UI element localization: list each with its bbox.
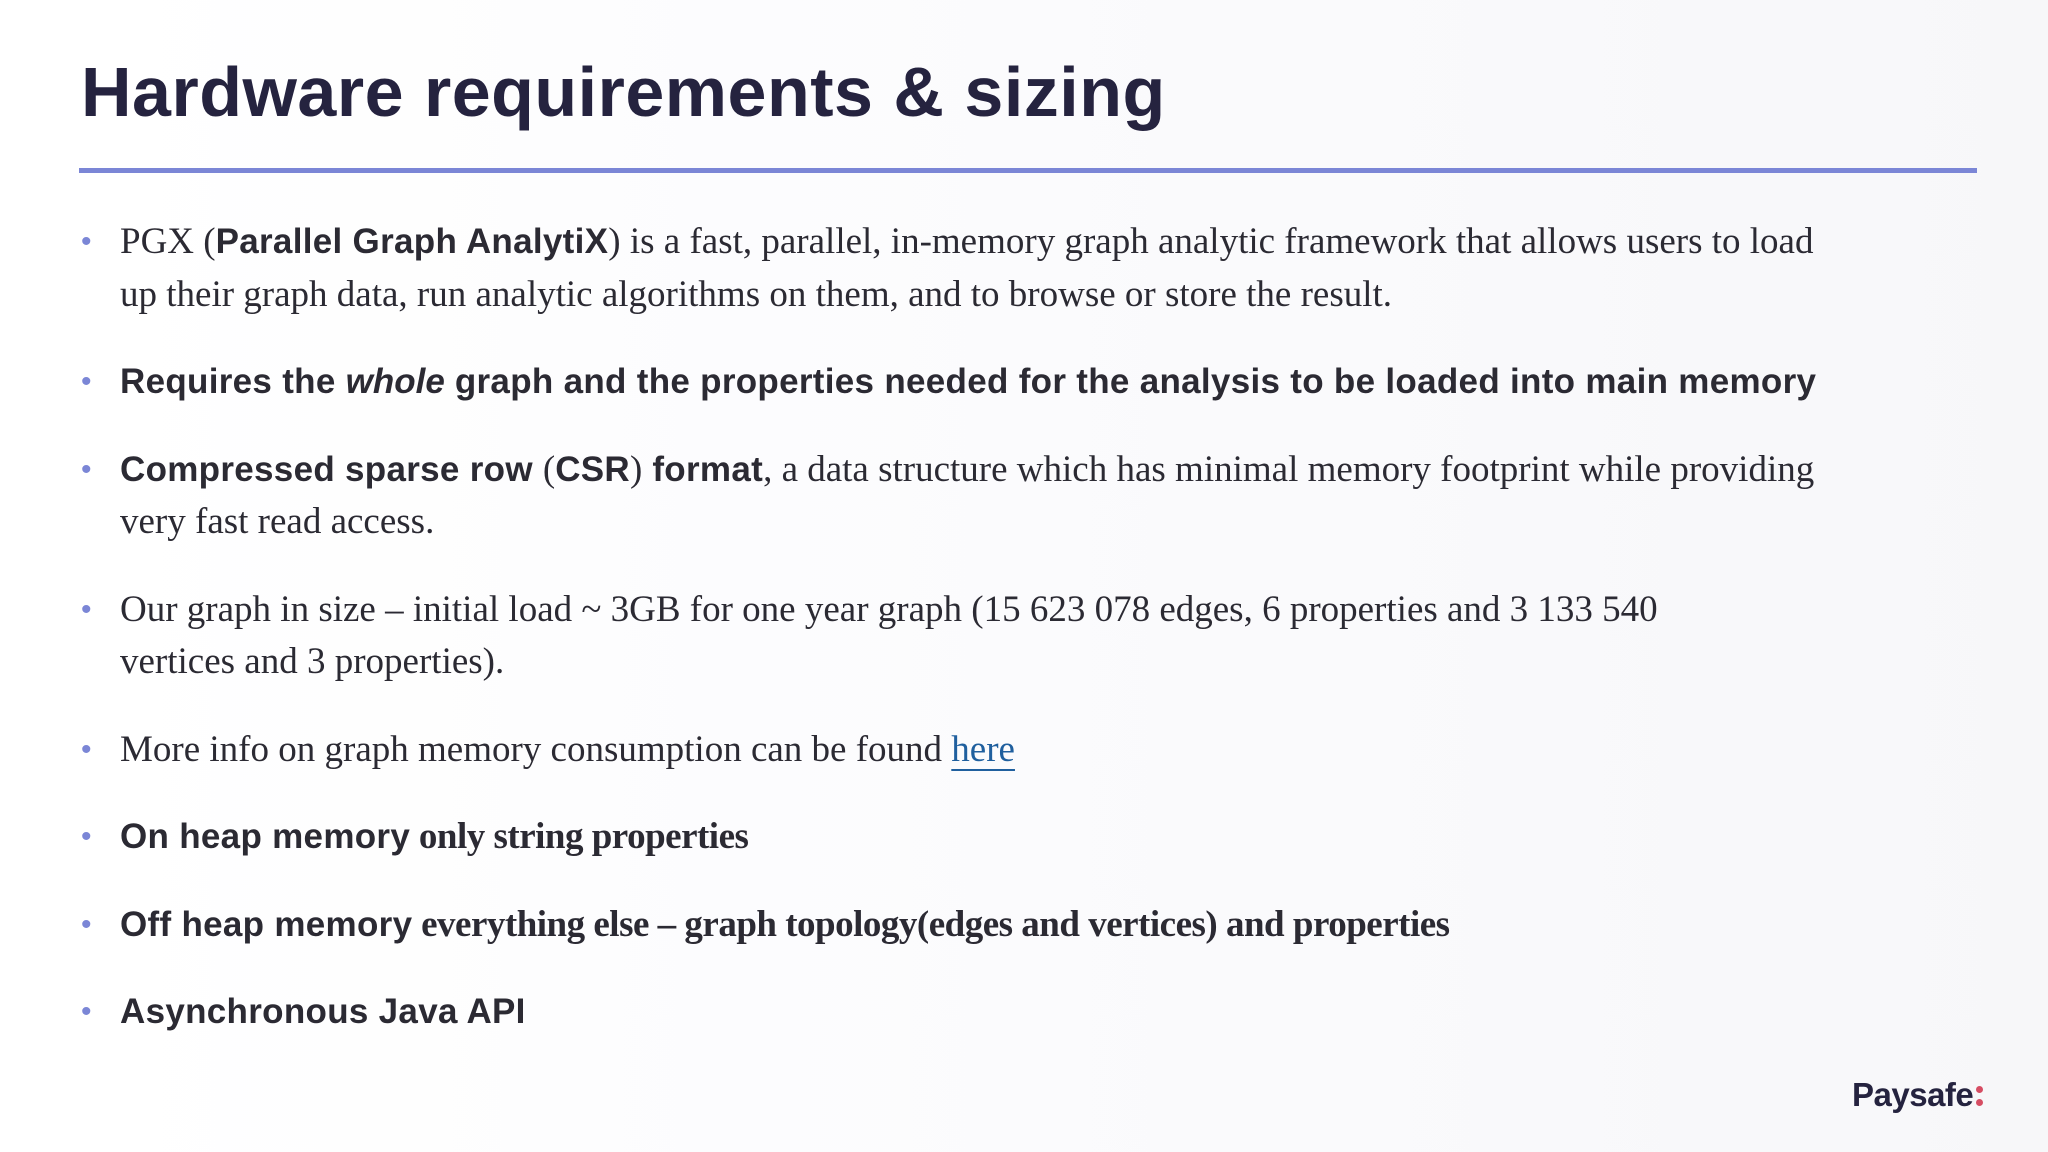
bullet-bold-text: Parallel Graph AnalytiX bbox=[215, 222, 609, 261]
bullet-text: everything else – graph topology(edges and vertices) and properties bbox=[412, 903, 1450, 945]
bullet-main-memory bbox=[81, 356, 1981, 409]
bullet-dot-icon: • bbox=[81, 907, 92, 941]
bullet-italic-text: whole bbox=[345, 362, 445, 401]
bullet-dot-icon: • bbox=[81, 995, 92, 1028]
bullet-text: up their graph data, run analytic algorithms on them, and to browse or store the result. bbox=[120, 273, 1393, 315]
title-divider bbox=[79, 168, 1977, 173]
bullet-dot-icon: • bbox=[81, 225, 92, 258]
slide-title: Hardware requirements & sizing bbox=[81, 53, 1166, 131]
bullet-dot-icon: • bbox=[81, 365, 92, 398]
bullet-dot-icon: • bbox=[81, 820, 92, 853]
bullet-bold-text: Off heap memory bbox=[120, 904, 413, 944]
bullet-text: PGX ( bbox=[120, 221, 216, 262]
bullet-dot-icon: • bbox=[81, 732, 92, 766]
bullet-bold-text: Compressed sparse row bbox=[120, 449, 543, 489]
bullet-off-heap bbox=[81, 899, 1981, 952]
bullet-text: , a data structure which has minimal memory footprint while providing bbox=[763, 448, 1815, 490]
bullet-text: Our graph in size – initial load ~ 3GB for one year graph (15 623 078 edges, 6 properties and 3 133 540 bbox=[120, 588, 1658, 630]
bullet-dot-icon: • bbox=[81, 592, 92, 626]
bullet-text: More info on graph memory consumption can be found bbox=[120, 728, 952, 770]
bullet-text: very fast read access. bbox=[120, 501, 435, 542]
bullet-csr-format bbox=[81, 444, 1981, 549]
bullet-bold-text: Requires the bbox=[120, 362, 346, 401]
logo-colon-icon bbox=[1975, 1082, 1984, 1108]
here-link[interactable]: here bbox=[951, 728, 1015, 770]
bullet-bold-text: On heap memory bbox=[120, 817, 411, 856]
paysafe-logo bbox=[1852, 1076, 1984, 1114]
bullet-bold-text: CSR bbox=[555, 449, 630, 489]
bullet-bold-text: graph and the properties needed for the analysis to be loaded into main memory bbox=[444, 362, 1817, 401]
bullet-graph-size bbox=[81, 584, 1981, 689]
bullet-bold-text: format bbox=[642, 449, 764, 489]
bullet-pgx bbox=[81, 216, 1981, 321]
bullet-list bbox=[81, 216, 1981, 1039]
bullet-text: ( bbox=[542, 448, 556, 490]
bullet-dot-icon: • bbox=[81, 452, 92, 486]
bullet-bold-text: Asynchronous Java API bbox=[120, 992, 526, 1031]
logo-text: Paysafe bbox=[1852, 1076, 1974, 1113]
bullet-on-heap bbox=[81, 811, 1981, 864]
bullet-async-api bbox=[81, 986, 1981, 1039]
bullet-text: ) bbox=[630, 448, 643, 490]
bullet-text: vertices and 3 properties). bbox=[120, 641, 505, 682]
bullet-text: ) is a fast, parallel, in-memory graph analytic framework that allows users to load bbox=[608, 221, 1814, 262]
bullet-text: only string properties bbox=[410, 816, 749, 857]
bullet-more-info bbox=[81, 724, 1981, 777]
